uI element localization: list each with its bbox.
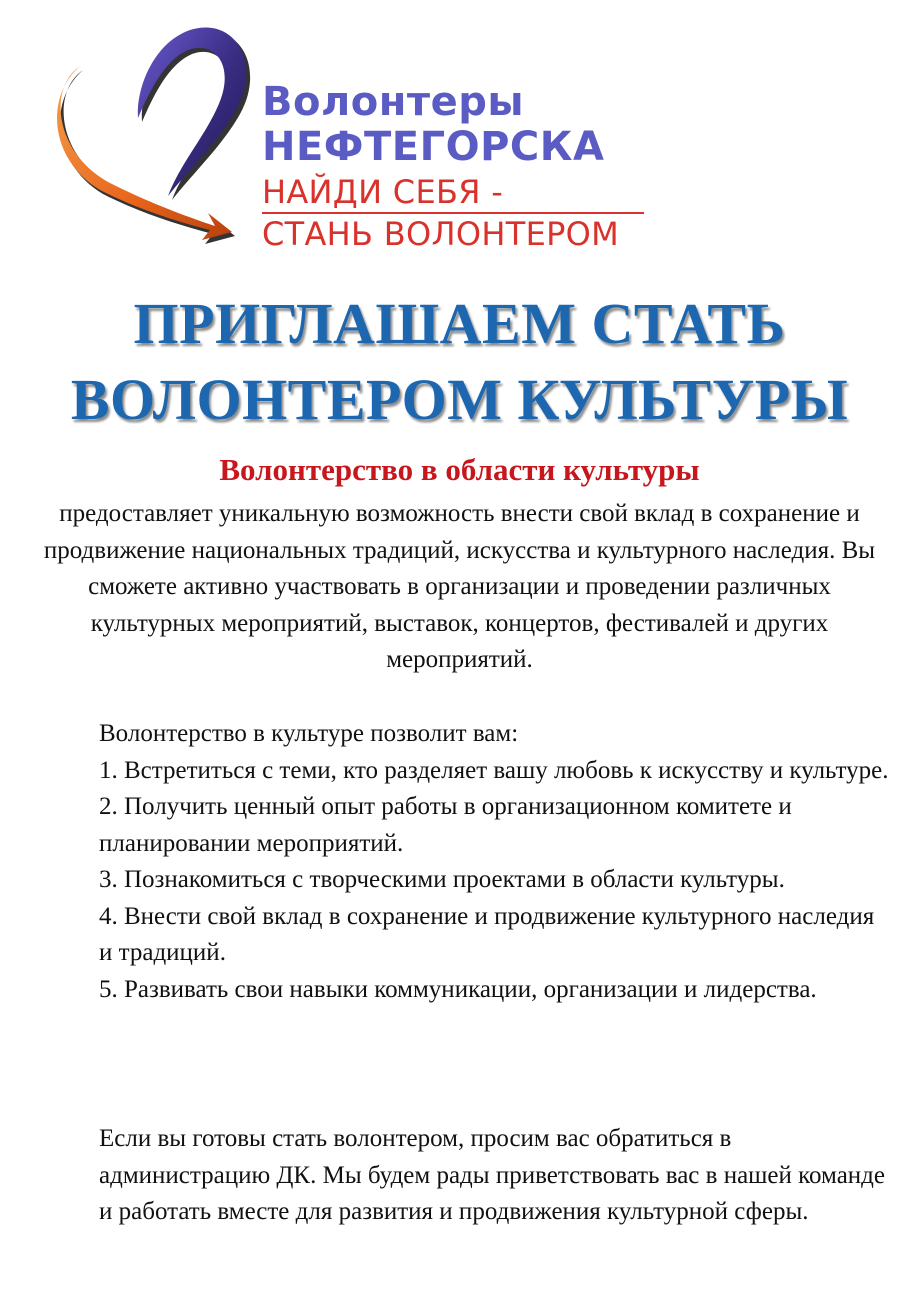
logo-divider bbox=[262, 212, 644, 214]
logo-slogan-line2: СТАНЬ ВОЛОНТЕРОМ bbox=[262, 215, 620, 253]
benefit-item: 3. Познакомиться с творческими проектами в области культуры. bbox=[99, 866, 785, 893]
benefit-item: 1. Встретиться с теми, кто разделяет вашу любовь к искусству и культуре. bbox=[99, 756, 889, 784]
benefits-heading: Волонтерство в культуре позволит вам: bbox=[99, 720, 519, 747]
contact-paragraph: Если вы готовы стать волонтером, просим вас обратиться в администрацию ДК. Мы будем рады приветствовать вас в нашей команде и работать вместе для развития и продвижения культурной сферы. bbox=[99, 1125, 885, 1225]
logo-slogan-line1: НАЙДИ СЕБЯ - bbox=[262, 173, 504, 211]
benefit-item: 4. Внести свой вклад в сохранение и продвижение культурного наследия и традиций. bbox=[99, 902, 875, 966]
main-headline bbox=[0, 286, 919, 438]
contact-section bbox=[99, 1121, 889, 1231]
logo-text bbox=[262, 80, 644, 252]
benefit-item: 2. Получить ценный опыт работы в организационном комитете и планировании мероприятий. bbox=[99, 793, 792, 857]
orange-purple-heart-arrow-icon bbox=[40, 18, 260, 248]
volunteers-logo bbox=[40, 18, 660, 268]
benefit-item: 5. Развивать свои навыки коммуникации, организации и лидерства. bbox=[99, 975, 817, 1003]
intro-paragraph: предоставляет уникальную возможность внести свой вклад в сохранение и продвижение национальных традиций, искусства и культурного наследия. Вы сможете активно участвовать в организации и проведении различных культурных мероприятий, выставок, концертов, фестивалей и других мероприятий. bbox=[43, 500, 876, 673]
logo-title-volunteers: Волонтеры bbox=[262, 79, 524, 125]
benefits-section bbox=[99, 716, 889, 1008]
headline-line1: ПРИГЛАШАЕМ СТАТЬ bbox=[133, 291, 786, 356]
section-subtitle: Волонтерство в области культуры bbox=[219, 452, 700, 487]
logo-title-city: НЕФТЕГОРСКА bbox=[262, 124, 605, 170]
headline-line2: ВОЛОНТЕРОМ КУЛЬТУРЫ bbox=[70, 367, 849, 432]
benefits-list bbox=[99, 753, 889, 1009]
